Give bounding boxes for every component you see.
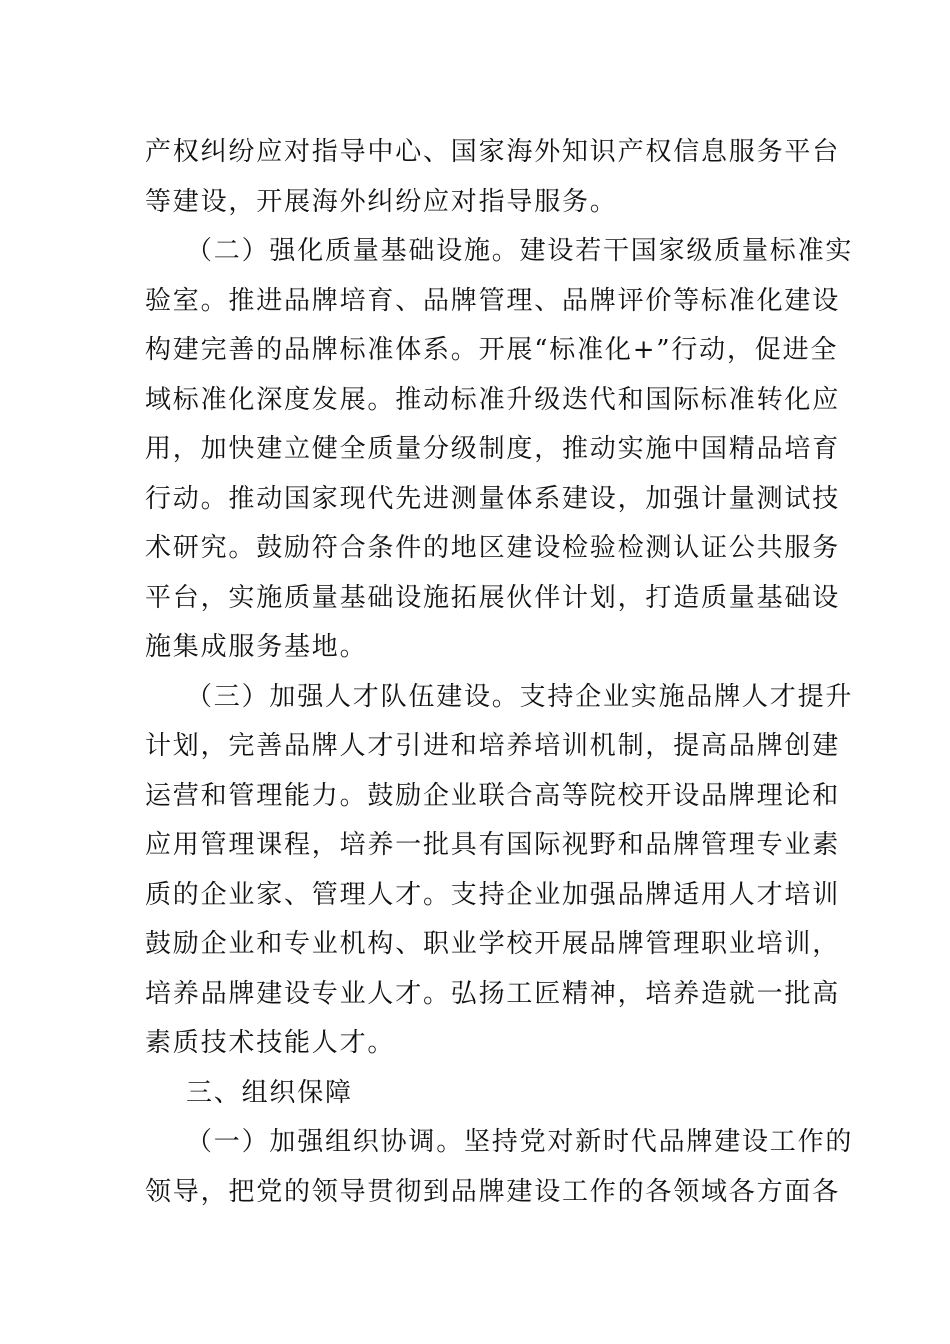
text-line: 鼓励企业和专业机构、职业学校开展品牌管理职业培训， — [145, 929, 841, 959]
text-line: 术研究。鼓励符合条件的地区建设检验检测认证公共服务 — [145, 533, 841, 563]
text-line: 素质技术技能人才。 — [145, 1028, 396, 1058]
text-line: 行动。推动国家现代先进测量体系建设，加强计量测试技 — [145, 484, 841, 514]
paragraph-heading-line: （三）加强人才队伍建设。支持企业实施品牌人才提升 — [186, 682, 854, 712]
text-line: 领导，把党的领导贯彻到品牌建设工作的各领域各方面各 — [145, 1177, 841, 1207]
paragraph-heading-line: （一）加强组织协调。坚持党对新时代品牌建设工作的 — [186, 1127, 854, 1157]
text-line: 施集成服务基地。 — [145, 632, 368, 662]
text-line: 培养品牌建设专业人才。弘扬工匠精神，培养造就一批高 — [145, 979, 841, 1009]
text-line: 质的企业家、管理人才。支持企业加强品牌适用人才培训 — [145, 880, 841, 910]
text-line: 域标准化深度发展。推动标准升级迭代和国际标准转化应 — [145, 385, 841, 415]
text-line: 应用管理课程，培养一批具有国际视野和品牌管理专业素 — [145, 830, 841, 860]
text-line: 构建完善的品牌标准体系。开展“标准化+”行动，促进全 — [145, 335, 839, 365]
text-line: 用，加快建立健全质量分级制度，推动实施中国精品培育 — [145, 434, 841, 464]
text-line: 等建设，开展海外纠纷应对指导服务。 — [145, 187, 618, 217]
text-line: 产权纠纷应对指导中心、国家海外知识产权信息服务平台 — [145, 137, 841, 167]
paragraph-heading-line: （二）强化质量基础设施。建设若干国家级质量标准实 — [186, 236, 854, 266]
text-line: 计划，完善品牌人才引进和培养培训机制，提高品牌创建 — [145, 731, 841, 761]
text-line: 验室。推进品牌培育、品牌管理、品牌评价等标准化建设 — [145, 286, 841, 316]
section-heading: 三、组织保障 — [186, 1078, 353, 1108]
text-line: 平台，实施质量基础设施拓展伙伴计划，打造质量基础设 — [145, 583, 841, 613]
text-line: 运营和管理能力。鼓励企业联合高等院校开设品牌理论和 — [145, 781, 841, 811]
